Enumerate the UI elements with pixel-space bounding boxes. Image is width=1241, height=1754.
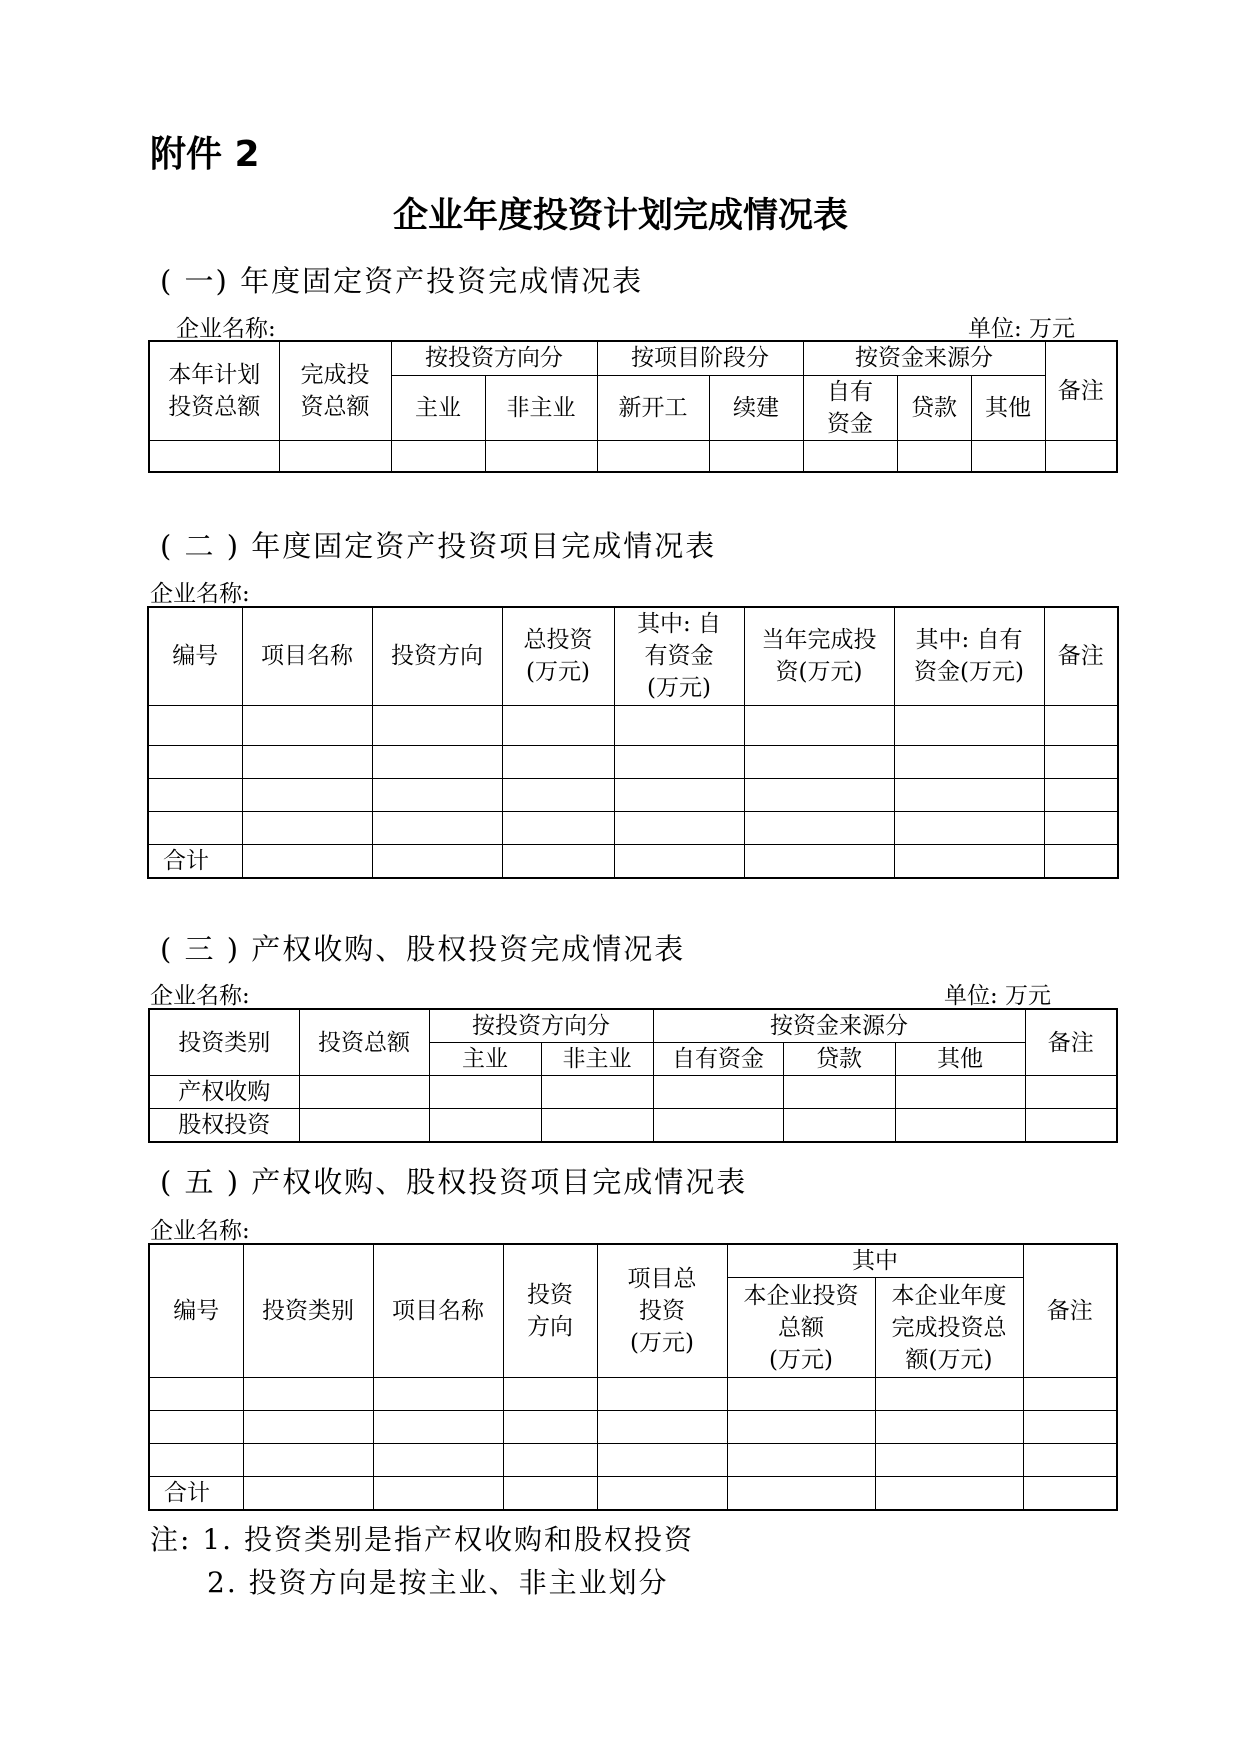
cell	[597, 1477, 727, 1511]
cell	[1025, 1076, 1117, 1109]
header-other: 其他	[971, 375, 1045, 440]
cell	[744, 745, 894, 778]
total-label: 合计	[149, 1477, 243, 1511]
cell	[897, 440, 971, 472]
header-loans: 贷款	[897, 375, 971, 440]
header-total: 投资总额	[299, 1009, 429, 1076]
table-row	[149, 1444, 1117, 1477]
note-line-1: 注: 1. 投资类别是指产权收购和股权投资	[150, 1523, 694, 1556]
cell	[242, 745, 372, 778]
cell	[373, 1477, 503, 1511]
table-row	[149, 1109, 1117, 1143]
note-line-2: 2. 投资方向是按主业、非主业划分	[207, 1566, 669, 1599]
cell	[372, 778, 502, 811]
cell	[894, 778, 1044, 811]
cell	[597, 1411, 727, 1444]
cell	[1044, 745, 1118, 778]
cell	[391, 440, 485, 472]
table-row	[148, 745, 1118, 778]
cell	[744, 705, 894, 745]
cell	[783, 1109, 895, 1143]
cell	[429, 1076, 541, 1109]
section1-unit-label: 单位: 万元	[968, 316, 1076, 342]
header-main-business: 主业	[429, 1043, 541, 1076]
cell	[502, 778, 614, 811]
header-category: 投资类别	[243, 1244, 373, 1378]
header-direction: 投资 方向	[503, 1244, 597, 1378]
header-of-which: 其中	[727, 1244, 1023, 1278]
section4-table	[148, 1243, 1118, 1511]
cell	[1023, 1477, 1117, 1511]
cell	[149, 1378, 243, 1411]
cell	[242, 778, 372, 811]
header-direction: 投资方向	[372, 607, 502, 705]
section3-table	[148, 1008, 1118, 1143]
cell	[502, 705, 614, 745]
cell	[242, 844, 372, 878]
cell	[502, 745, 614, 778]
table-row	[148, 811, 1118, 844]
header-own-funds: 自有资金	[653, 1043, 783, 1076]
cell	[727, 1378, 875, 1411]
cell	[1023, 1444, 1117, 1477]
cell	[1044, 778, 1118, 811]
header-by-direction: 按投资方向分	[391, 341, 597, 375]
cell	[279, 440, 391, 472]
cell	[1025, 1109, 1117, 1143]
section1-table	[148, 340, 1118, 473]
cell	[502, 844, 614, 878]
cell	[243, 1477, 373, 1511]
cell	[1044, 705, 1118, 745]
cell	[597, 440, 709, 472]
cell	[243, 1378, 373, 1411]
cell	[744, 844, 894, 878]
cell	[1023, 1378, 1117, 1411]
header-remarks: 备注	[1044, 607, 1118, 705]
cell	[614, 745, 744, 778]
section2-company-label: 企业名称:	[150, 581, 250, 607]
header-by-source: 按资金来源分	[803, 341, 1045, 375]
cell	[1044, 844, 1118, 878]
cell	[149, 1444, 243, 1477]
header-plan-total: 本年计划 投资总额	[149, 341, 279, 440]
cell	[429, 1109, 541, 1143]
cell	[727, 1477, 875, 1511]
cell	[502, 811, 614, 844]
section3-company-label: 企业名称:	[150, 983, 250, 1009]
header-other: 其他	[895, 1043, 1025, 1076]
table-row	[149, 440, 1117, 472]
cell	[149, 1411, 243, 1444]
cell	[875, 1378, 1023, 1411]
cell	[372, 705, 502, 745]
cell	[614, 778, 744, 811]
cell	[1045, 440, 1117, 472]
section2-table	[147, 606, 1119, 879]
table-row	[149, 1076, 1117, 1109]
header-main-business: 主业	[391, 375, 485, 440]
cell	[149, 440, 279, 472]
header-own-funds: 自有 资金	[803, 375, 897, 440]
cell	[373, 1378, 503, 1411]
cell	[148, 778, 242, 811]
cell	[243, 1411, 373, 1444]
cell	[541, 1109, 653, 1143]
header-number: 编号	[148, 607, 242, 705]
cell	[1023, 1411, 1117, 1444]
cell	[485, 440, 597, 472]
cell	[597, 1378, 727, 1411]
cell	[971, 440, 1045, 472]
header-by-source: 按资金来源分	[653, 1009, 1025, 1043]
page-title: 企业年度投资计划完成情况表	[392, 196, 848, 236]
attachment-label: 附件 2	[150, 134, 260, 175]
header-annual-done: 本企业年度 完成投资总 额(万元)	[875, 1278, 1023, 1378]
cell	[727, 1444, 875, 1477]
cell	[503, 1411, 597, 1444]
header-project-total: 项目总 投资 (万元)	[597, 1244, 727, 1378]
header-by-direction: 按投资方向分	[429, 1009, 653, 1043]
table-row	[148, 705, 1118, 745]
cell	[597, 1444, 727, 1477]
cell	[875, 1411, 1023, 1444]
cell	[744, 811, 894, 844]
cell	[1044, 811, 1118, 844]
cell	[503, 1378, 597, 1411]
cell	[653, 1109, 783, 1143]
header-loans: 贷款	[783, 1043, 895, 1076]
total-row	[149, 1477, 1117, 1511]
cell	[895, 1109, 1025, 1143]
header-remarks: 备注	[1025, 1009, 1117, 1076]
cell	[803, 440, 897, 472]
header-total-investment: 总投资 (万元)	[502, 607, 614, 705]
header-project-name: 项目名称	[373, 1244, 503, 1378]
cell	[503, 1444, 597, 1477]
cell	[894, 745, 1044, 778]
cell	[503, 1477, 597, 1511]
total-label: 合计	[148, 844, 242, 878]
cell	[148, 811, 242, 844]
row-label: 产权收购	[149, 1076, 299, 1109]
table-row	[149, 1411, 1117, 1444]
cell	[299, 1109, 429, 1143]
cell	[373, 1444, 503, 1477]
cell	[242, 705, 372, 745]
header-new-start: 新开工	[597, 375, 709, 440]
header-continued: 续建	[709, 375, 803, 440]
header-annual-own-funds: 其中: 自有 资金(万元)	[894, 607, 1044, 705]
cell	[783, 1076, 895, 1109]
cell	[894, 811, 1044, 844]
table-row	[148, 778, 1118, 811]
total-row	[148, 844, 1118, 878]
cell	[372, 844, 502, 878]
section2-heading: ( 二 ) 年度固定资产投资项目完成情况表	[160, 529, 717, 563]
section1-company-label: 企业名称:	[176, 316, 276, 342]
cell	[614, 705, 744, 745]
header-project-name: 项目名称	[242, 607, 372, 705]
cell	[614, 811, 744, 844]
header-remarks: 备注	[1045, 341, 1117, 440]
cell	[614, 844, 744, 878]
header-own-funds: 其中: 自 有资金 (万元)	[614, 607, 744, 705]
header-category: 投资类别	[149, 1009, 299, 1076]
header-remarks: 备注	[1023, 1244, 1117, 1378]
section4-company-label: 企业名称:	[150, 1218, 250, 1244]
section1-heading: ( 一) 年度固定资产投资完成情况表	[160, 264, 644, 298]
cell	[894, 844, 1044, 878]
header-company-total: 本企业投资 总额 (万元)	[727, 1278, 875, 1378]
cell	[541, 1076, 653, 1109]
header-annual-done: 当年完成投 资(万元)	[744, 607, 894, 705]
header-number: 编号	[149, 1244, 243, 1378]
header-non-main: 非主业	[541, 1043, 653, 1076]
cell	[875, 1477, 1023, 1511]
cell	[653, 1076, 783, 1109]
cell	[242, 811, 372, 844]
cell	[744, 778, 894, 811]
cell	[372, 811, 502, 844]
section4-heading: ( 五 ) 产权收购、股权投资项目完成情况表	[160, 1165, 748, 1199]
table-row	[149, 1378, 1117, 1411]
cell	[727, 1411, 875, 1444]
cell	[373, 1411, 503, 1444]
cell	[372, 745, 502, 778]
row-label: 股权投资	[149, 1109, 299, 1143]
header-non-main: 非主业	[485, 375, 597, 440]
header-by-stage: 按项目阶段分	[597, 341, 803, 375]
cell	[895, 1076, 1025, 1109]
header-done-total: 完成投 资总额	[279, 341, 391, 440]
cell	[709, 440, 803, 472]
cell	[894, 705, 1044, 745]
cell	[243, 1444, 373, 1477]
section3-heading: ( 三 ) 产权收购、股权投资完成情况表	[160, 932, 686, 966]
cell	[148, 705, 242, 745]
cell	[299, 1076, 429, 1109]
section3-unit-label: 单位: 万元	[944, 983, 1052, 1009]
cell	[875, 1444, 1023, 1477]
cell	[148, 745, 242, 778]
